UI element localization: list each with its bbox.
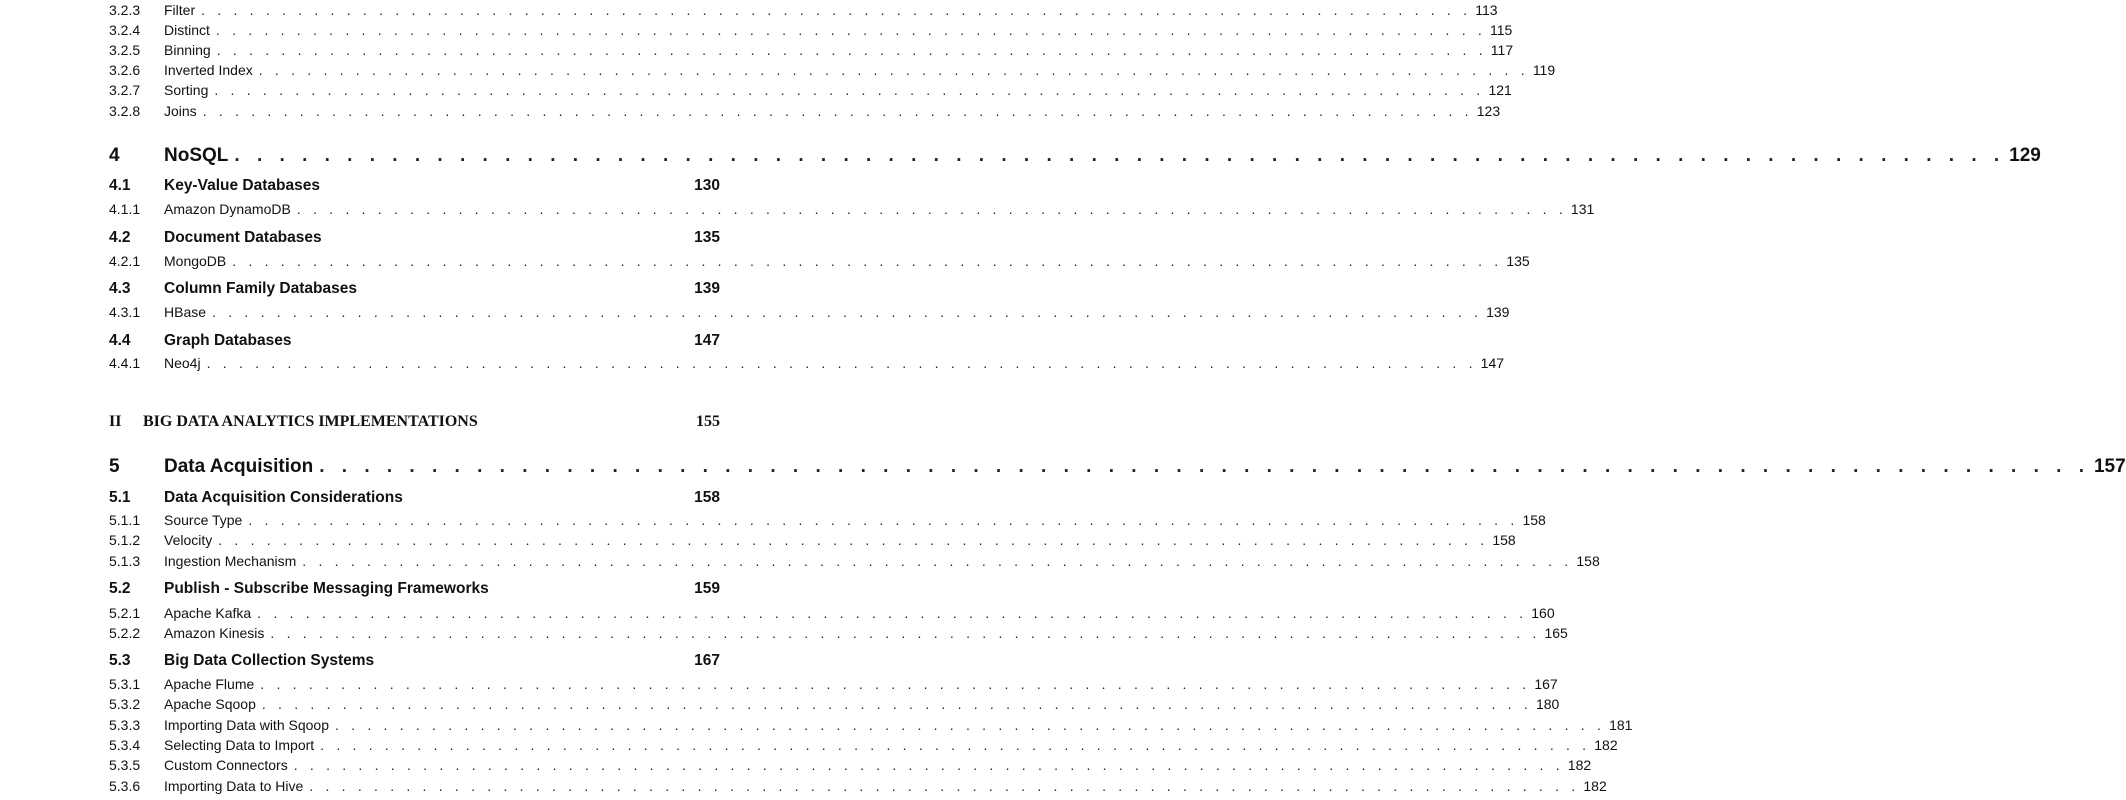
dot-leader: . . . . . . . . . . . . . . . . . . . . . . . . . . . . . . . . . . . . . . . . . . . . . . . . . . . . . . . . . . . . . . . . . . . . . . . . . . . . . . . [296,201,1567,217]
toc-subsection-entry [109,20,1513,40]
dot-leader: . . . . . . . . . . . . . . . . . . . . . . . . . . . . . . . . . . . . . . . . . . . . . . . . . . . . . . . . . . . . . . . . . . . . . . . . . . . . . . . [214,82,1485,98]
entry-title: Binning [164,42,211,58]
toc-section-entry [109,227,720,249]
dot-leader: . . . . . . . . . . . . . . . . . . . . . . . . . . . . . . . . . . . . . . . . . . . . . . . . . . . . . . . . . . . . . . . . . . . . . . . . . . . . . . . [261,696,1532,712]
entry-number: 5.2.1 [109,605,141,621]
dot-leader: . . . . . . . . . . . . . . . . . . . . . . . . . . . . . . . . . . . . . . . . . . . . . . . . . . . . . . . . . . . . . . . . . . . . . . . . . . . . . . . [319,456,2090,477]
toc-section-entry [109,330,720,352]
entry-page-number: 159 [694,580,720,597]
entry-number: 5.1.2 [109,532,141,548]
entry-title: Column Family Databases [164,280,357,297]
entry-title: Ingestion Mechanism [164,553,297,569]
dot-leader: . . . . . . . . . . . . . . . . . . . . . . . . . . . . . . . . . . . . . . . . . . . . . . . . . . . . . . . . . . . . . . . . . . . . . . . . . . . . . . . [202,103,1473,119]
entry-number: 3.2.5 [109,42,141,58]
entry-number: 3.2.3 [109,2,141,18]
entry-number: 5.2.2 [109,625,141,641]
dot-leader: . . . . . . . . . . . . . . . . . . . . . . . . . . . . . . . . . . . . . . . . . . . . . . . . . . . . . . . . . . . . . . . . . . . . . . . . . . . . . . . [218,532,1489,548]
toc-subsection-entry [109,101,1501,121]
toc-subsection-entry [109,353,1505,373]
entry-page-number: 131 [1570,201,1595,217]
entry-page-number: 135 [1506,253,1530,269]
entry-number: 5.3 [109,652,131,669]
dot-leader: . . . . . . . . . . . . . . . . . . . . . . . . . . . . . . . . . . . . . . . . . . . . . . . . . . . . . . . . . . . . . . . . . . . . . . . . . . . . . . . [215,22,1486,38]
entry-page-number: 181 [1609,717,1633,733]
entry-page-number: 130 [694,177,720,194]
entry-title: Apache Flume [164,676,255,692]
toc-subsection-entry [109,551,1600,571]
dot-leader: . . . . . . . . . . . . . . . . . . . . . . . . . . . . . . . . . . . . . . . . . . . . . . . . . . . . . . . . . . . . . . . . . . . . . . . . . . . . . . . [334,717,1606,733]
toc-subsection-entry [109,510,1546,530]
entry-title: Importing Data with Sqoop [164,717,329,733]
entry-title: Neo4j [164,355,201,371]
entry-page-number: 147 [1480,355,1505,371]
toc-subsection-entry [109,735,1618,755]
toc-subsection-entry [109,302,1510,322]
dot-leader: . . . . . . . . . . . . . . . . . . . . . . . . . . . . . . . . . . . . . . . . . . . . . . . . . . . . . . . . . . . . . . . . . . . . . . . . . . . . . . . [270,625,1541,641]
entry-number: 4.4.1 [109,355,141,371]
toc-subsection-entry [109,251,1530,271]
entry-title: Importing Data to Hive [164,778,304,794]
entry-title: NoSQL [164,145,229,166]
toc-section-entry [109,578,720,600]
entry-page-number: 147 [694,332,720,349]
entry-page-number: 180 [1535,696,1560,712]
toc-subsection-entry [109,530,1516,550]
entry-number: 3.2.7 [109,82,141,98]
toc-subsection-entry [109,80,1512,100]
entry-number: 5.1.1 [109,512,141,528]
entry-number: 5.3.1 [109,676,141,692]
dot-leader: . . . . . . . . . . . . . . . . . . . . . . . . . . . . . . . . . . . . . . . . . . . . . . . . . . . . . . . . . . . . . . . . . . . . . . . . . . . . . . . [232,253,1503,269]
entry-number: 5.3.2 [109,696,141,712]
toc-subsection-entry [109,199,1595,219]
toc-section-entry [109,487,720,509]
entry-page-number: 123 [1476,103,1501,119]
entry-page-number: 165 [1544,625,1568,641]
entry-title: Inverted Index [164,62,253,78]
entry-number: 4.1.1 [109,201,141,217]
entry-number: 4.2 [109,229,131,246]
entry-number: 5.3.6 [109,778,141,794]
entry-number: 5.1 [109,489,131,506]
entry-page-number: 182 [1567,757,1592,773]
dot-leader: . . . . . . . . . . . . . . . . . . . . . . . . . . . . . . . . . . . . . . . . . . . . . . . . . . . . . . . . . . . . . . . . . . . . . . . . . . . . . . . [206,355,1477,371]
entry-page-number: 167 [1534,676,1558,692]
toc-subsection-entry [109,694,1560,714]
dot-leader: . . . . . . . . . . . . . . . . . . . . . . . . . . . . . . . . . . . . . . . . . . . . . . . . . . . . . . . . . . . . . . . . . . . . . . . . . . . . . . . [248,512,1519,528]
toc-subsection-entry [109,60,1556,80]
entry-page-number: 158 [1492,532,1516,548]
entry-title: Data Acquisition [164,456,314,477]
toc-subsection-entry [109,40,1514,60]
entry-page-number: 113 [1475,2,1498,18]
entry-number: 5.2 [109,580,131,597]
entry-page-number: 115 [1489,22,1513,38]
entry-title: Apache Sqoop [164,696,256,712]
entry-page-number: 129 [2009,145,2041,166]
entry-page-number: 158 [1522,512,1546,528]
toc-chapter-entry [109,143,2041,169]
entry-number: 4 [109,145,120,166]
entry-page-number: 160 [1531,605,1555,621]
dot-leader: . . . . . . . . . . . . . . . . . . . . . . . . . . . . . . . . . . . . . . . . . . . . . . . . . . . . . . . . . . . . . . . . . . . . . . . . . . . . . . . [293,757,1564,773]
dot-leader: . . . . . . . . . . . . . . . . . . . . . . . . . . . . . . . . . . . . . . . . . . . . . . . . . . . . . . . . . . . . . . . . . . . . . . . . . . . . . . . [302,553,1573,569]
toc-chapter-entry [109,454,2126,480]
entry-number: 5.1.3 [109,553,141,569]
toc-section-entry [109,175,720,197]
dot-leader: . . . . . . . . . . . . . . . . . . . . . . . . . . . . . . . . . . . . . . . . . . . . . . . . . . . . . . . . . . . . . . . . . . . . . . . . . . . . . . . [309,778,1580,794]
entry-title: Amazon DynamoDB [164,201,291,217]
toc-section-entry [109,650,720,672]
entry-title: Amazon Kinesis [164,625,265,641]
entry-number: 4.3 [109,280,131,297]
entry-title: Source Type [164,512,243,528]
entry-number: 3.2.4 [109,22,141,38]
entry-page-number: 158 [1576,553,1600,569]
entry-page-number: 117 [1490,42,1514,58]
dot-leader: . . . . . . . . . . . . . . . . . . . . . . . . . . . . . . . . . . . . . . . . . . . . . . . . . . . . . . . . . . . . . . . . . . . . . . . . . . . . . . . [212,304,1483,320]
dot-leader: . . . . . . . . . . . . . . . . . . . . . . . . . . . . . . . . . . . . . . . . . . . . . . . . . . . . . . . . . . . . . . . . . . . . . . . . . . . . . . . [201,2,1472,18]
entry-number: 3.2.6 [109,62,141,78]
entry-page-number: 157 [2093,456,2126,477]
dot-leader: . . . . . . . . . . . . . . . . . . . . . . . . . . . . . . . . . . . . . . . . . . . . . . . . . . . . . . . . . . . . . . . . . . . . . . . . . . . . . . . [216,42,1487,58]
toc-subsection-entry [109,776,1607,796]
entry-number: 5 [109,456,120,477]
entry-title: Velocity [164,532,213,548]
entry-number: 4.4 [109,332,131,349]
entry-page-number: 155 [696,413,720,430]
entry-number: 5.3.4 [109,737,141,753]
entry-number: 5.3.3 [109,717,141,733]
entry-title: Apache Kafka [164,605,252,621]
entry-number: 5.3.5 [109,757,141,773]
entry-title: Publish - Subscribe Messaging Frameworks [164,580,489,597]
entry-page-number: 167 [694,652,720,669]
entry-title: Graph Databases [164,332,292,349]
entry-title: Key-Value Databases [164,177,320,194]
entry-title: Data Acquisition Considerations [164,489,403,506]
toc-subsection-entry [109,623,1568,643]
dot-leader: . . . . . . . . . . . . . . . . . . . . . . . . . . . . . . . . . . . . . . . . . . . . . . . . . . . . . . . . . . . . . . . . . . . . . . . . . . . . . . . [234,145,2006,166]
entry-page-number: 182 [1594,737,1618,753]
entry-number: II [109,413,122,430]
entry-title: HBase [164,304,207,320]
entry-page-number: 158 [694,489,720,506]
entry-number: 4.2.1 [109,253,141,269]
entry-number: 4.3.1 [109,304,141,320]
entry-title: Big Data Collection Systems [164,652,375,669]
toc-section-entry [109,278,720,300]
entry-number: 3.2.8 [109,103,141,119]
entry-page-number: 119 [1532,62,1556,78]
entry-title: Joins [164,103,197,119]
entry-title: Filter [164,2,196,18]
entry-title: Custom Connectors [164,757,288,773]
entry-page-number: 182 [1583,778,1607,794]
entry-title: BIG DATA ANALYTICS IMPLEMENTATIONS [143,413,478,430]
toc-subsection-entry [109,755,1592,775]
entry-title: MongoDB [164,253,227,269]
entry-title: Distinct [164,22,210,38]
entry-page-number: 139 [694,280,720,297]
entry-title: Selecting Data to Import [164,737,315,753]
dot-leader: . . . . . . . . . . . . . . . . . . . . . . . . . . . . . . . . . . . . . . . . . . . . . . . . . . . . . . . . . . . . . . . . . . . . . . . . . . . . . . . [258,62,1529,78]
toc-subsection-entry [109,715,1633,735]
toc-subsection-entry [109,674,1558,694]
entry-page-number: 139 [1486,304,1510,320]
entry-number: 4.1 [109,177,131,194]
entry-title: Sorting [164,82,209,98]
toc-part-entry [109,411,720,433]
toc-subsection-entry [109,0,1498,20]
entry-title: Document Databases [164,229,322,246]
entry-page-number: 121 [1488,82,1512,98]
dot-leader: . . . . . . . . . . . . . . . . . . . . . . . . . . . . . . . . . . . . . . . . . . . . . . . . . . . . . . . . . . . . . . . . . . . . . . . . . . . . . . . [260,676,1531,692]
dot-leader: . . . . . . . . . . . . . . . . . . . . . . . . . . . . . . . . . . . . . . . . . . . . . . . . . . . . . . . . . . . . . . . . . . . . . . . . . . . . . . . [257,605,1528,621]
entry-page-number: 135 [694,229,720,246]
dot-leader: . . . . . . . . . . . . . . . . . . . . . . . . . . . . . . . . . . . . . . . . . . . . . . . . . . . . . . . . . . . . . . . . . . . . . . . . . . . . . . . [320,737,1591,753]
toc-subsection-entry [109,603,1555,623]
